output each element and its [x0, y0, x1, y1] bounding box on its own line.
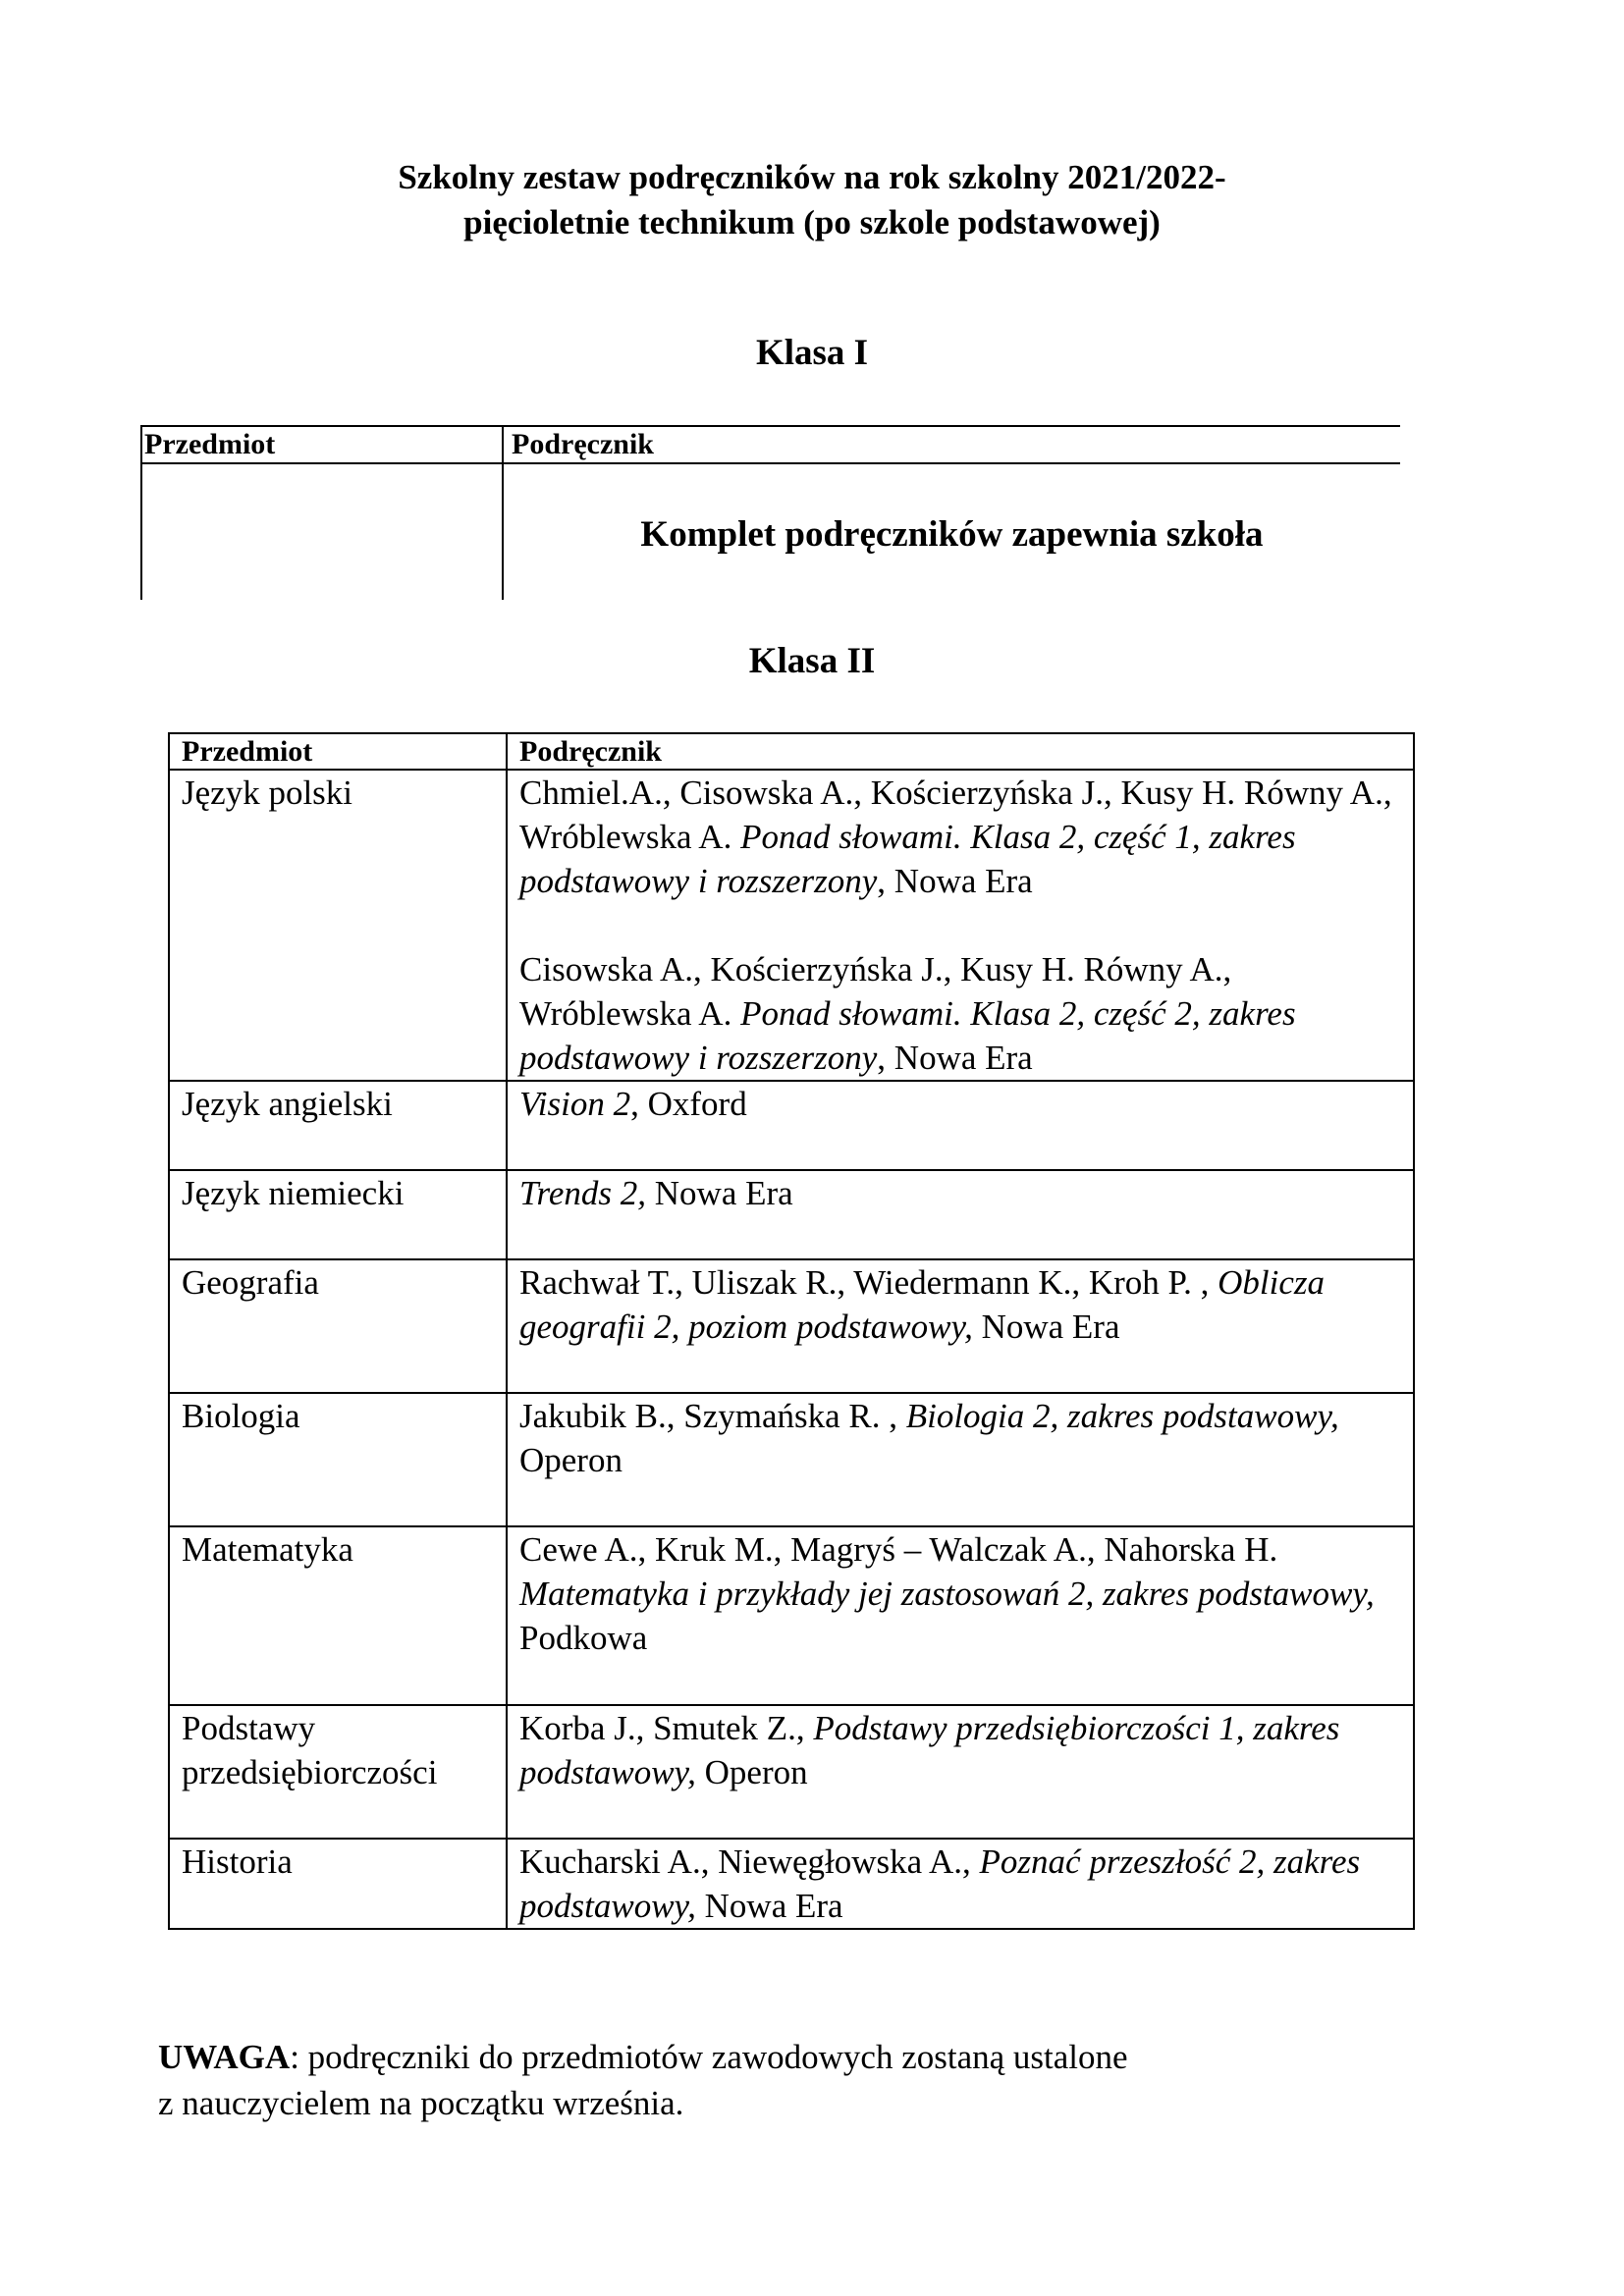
book-authors: Cewe A., Kruk M., Magryś – Walczak A., Nahorska H. [519, 1530, 1278, 1569]
table-row [169, 1839, 1414, 1929]
title-line-1: Szkolny zestaw podręczników na rok szkolny 2021/2022- [398, 158, 1226, 196]
book-publisher: Podkowa [519, 1619, 648, 1657]
note-label: UWAGA [158, 2038, 291, 2076]
book-authors: Kucharski A., Niewęgłowska A., [519, 1842, 980, 1881]
subject-cell: Geografia [169, 1259, 507, 1393]
book-entry [519, 947, 1401, 1080]
book-title: Biologia 2, zakres podstawowy, [905, 1397, 1339, 1435]
subject-cell: Matematyka [169, 1526, 507, 1705]
book-publisher: Nowa Era [695, 1887, 843, 1925]
subject-cell: Podstawy przedsiębiorczości [169, 1705, 507, 1839]
book-authors: Rachwał T., Uliszak R., Wiedermann K., Kroh P. , [519, 1263, 1218, 1302]
table-left-border [140, 425, 142, 600]
klasa-1-table [140, 425, 1400, 600]
book-title: Matematyka i przykłady jej zastosowań 2, zakres podstawowy, [519, 1575, 1375, 1613]
note-line-1 [158, 2034, 1128, 2080]
klasa-2-col-subject: Przedmiot [169, 733, 507, 770]
table-top-border [140, 425, 1400, 427]
book-publisher: Operon [519, 1441, 623, 1479]
book-cell [507, 1393, 1414, 1526]
book-authors: Chmiel.A., Cisowska A., Kościerzyńska J., Kusy H. Równy A., Wróblewska A. [519, 774, 1392, 856]
book-publisher: Nowa Era [972, 1308, 1120, 1346]
klasa-2-table [168, 732, 1415, 1930]
book-cell [507, 1705, 1414, 1839]
table-row [169, 1393, 1414, 1526]
book-publisher: , Oxford [630, 1085, 747, 1123]
book-cell [507, 1081, 1414, 1170]
book-publisher: Operon [695, 1753, 808, 1791]
book-cell [507, 770, 1414, 1081]
subject-cell: Historia [169, 1839, 507, 1929]
note-text-1: : podręczniki do przedmiotów zawodowych zostaną ustalone [290, 2038, 1128, 2076]
klasa-2-col-book: Podręcznik [507, 733, 1414, 770]
subject-cell: Język niemiecki [169, 1170, 507, 1259]
table-row [169, 1526, 1414, 1705]
book-publisher: Nowa Era [646, 1174, 793, 1212]
book-title: Trends 2, [519, 1174, 647, 1212]
table-row [169, 770, 1414, 1081]
klasa-1-heading: Klasa I [755, 333, 869, 373]
book-title: Ponad słowami. Klasa 2, część 2, zakres podstawowy i rozszerzony [519, 994, 1296, 1077]
book-authors: Jakubik B., Szymańska R. , [519, 1397, 906, 1435]
title-line-2: pięcioletnie technikum (po szkole podstawowej) [463, 203, 1161, 241]
book-cell [507, 1170, 1414, 1259]
subject-cell: Język angielski [169, 1081, 507, 1170]
table-header-border [140, 462, 1400, 464]
table-row [169, 1705, 1414, 1839]
book-entry [519, 771, 1401, 903]
book-publisher: , Nowa Era [877, 1039, 1033, 1077]
book-authors: Korba J., Smutek Z., [519, 1709, 814, 1747]
table-row [169, 1170, 1414, 1259]
footer-note [158, 2034, 1128, 2126]
book-authors: Cisowska A., Kościerzyńska J., Kusy H. Równy A., Wróblewska A. [519, 950, 1232, 1033]
klasa-1-col-book: Podręcznik [512, 428, 654, 460]
book-title: Podstawy przedsiębiorczości 1, zakres podstawowy, [519, 1709, 1340, 1791]
klasa-2-heading: Klasa II [748, 641, 876, 681]
book-title: Ponad słowami. Klasa 2, część 1, zakres podstawowy i rozszerzony [519, 818, 1296, 900]
book-publisher: , Nowa Era [877, 862, 1033, 900]
table-column-divider [502, 425, 504, 600]
subject-cell: Biologia [169, 1393, 507, 1526]
book-cell [507, 1526, 1414, 1705]
book-cell [507, 1259, 1414, 1393]
klasa-1-note: Komplet podręczników zapewnia szkoła [640, 514, 1264, 555]
table-row [169, 1081, 1414, 1170]
book-title: Vision 2 [519, 1085, 631, 1123]
klasa-1-col-subject: Przedmiot [144, 428, 276, 460]
subject-cell: Język polski [169, 770, 507, 1081]
book-cell [507, 1839, 1414, 1929]
table-row [169, 1259, 1414, 1393]
document-title [0, 155, 1624, 245]
table-header-row [169, 733, 1414, 770]
book-title: Poznać przeszłość 2, zakres podstawowy, [519, 1842, 1361, 1925]
note-line-2: z nauczycielem na początku września. [158, 2084, 684, 2122]
book-title: Oblicza geografii 2, poziom podstawowy, [519, 1263, 1325, 1346]
